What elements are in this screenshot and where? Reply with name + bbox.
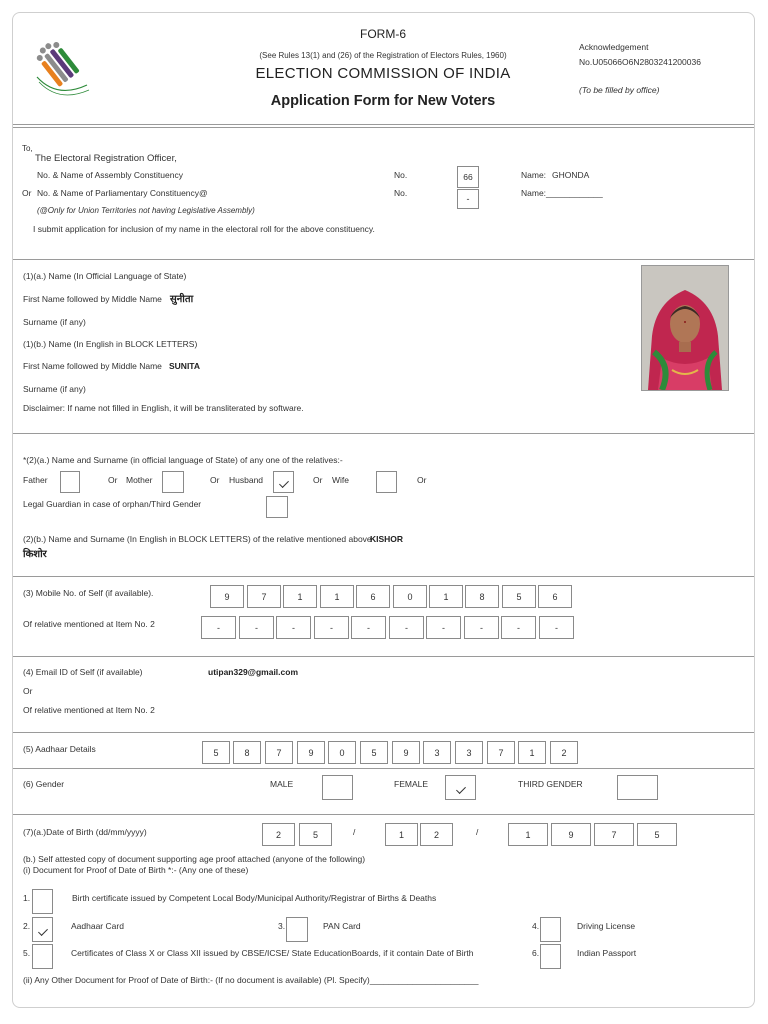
third-gender-checkbox[interactable] bbox=[617, 775, 658, 800]
doc-6-number: 6. bbox=[532, 948, 540, 958]
aadhaar-digit-11[interactable]: 1 bbox=[518, 741, 546, 764]
age-proof-sub-label: (i) Document for Proof of Date of Birth *:- (Any one of these) bbox=[23, 865, 249, 875]
mobile-relative-digit-9[interactable]: - bbox=[501, 616, 536, 639]
checkmark-icon bbox=[456, 784, 466, 794]
first-name-english-value: SUNITA bbox=[169, 361, 201, 371]
officer-label: The Electoral Registration Officer, bbox=[35, 153, 177, 164]
assembly-no-label: No. bbox=[394, 170, 408, 180]
parliament-no-label: No. bbox=[394, 188, 408, 198]
dob-digit-2[interactable]: 5 bbox=[299, 823, 332, 846]
relative-name-label: *(2)(a.) Name and Surname (in official language of State) of any one of the relatives:- bbox=[23, 455, 343, 465]
aadhaar-digit-6[interactable]: 5 bbox=[360, 741, 388, 764]
husband-checkbox[interactable] bbox=[273, 471, 294, 493]
guardian-label: Legal Guardian in case of orphan/Third Gender bbox=[23, 499, 202, 509]
mobile-self-digit-3[interactable]: 1 bbox=[283, 585, 317, 608]
parliament-name-line[interactable]: Name:____________ bbox=[521, 188, 603, 198]
mobile-self-digit-4[interactable]: 1 bbox=[320, 585, 354, 608]
mobile-self-digit-10[interactable]: 6 bbox=[538, 585, 572, 608]
email-relative-label: Of relative mentioned at Item No. 2 bbox=[23, 705, 155, 715]
surname-english-label: Surname (if any) bbox=[23, 384, 86, 394]
form-title: Application Form for New Voters bbox=[270, 93, 496, 109]
first-name-label: First Name followed by Middle Name bbox=[23, 294, 162, 304]
applicant-photo bbox=[641, 265, 729, 391]
mobile-relative-digit-4[interactable]: - bbox=[314, 616, 349, 639]
doc-5-label: Certificates of Class X or Class XII issued by CBSE/ICSE/ State EducationBoards, if it contain Date of Birth bbox=[71, 948, 474, 958]
assembly-number-field[interactable]: 66 bbox=[457, 166, 479, 188]
aadhaar-digit-12[interactable]: 2 bbox=[550, 741, 578, 764]
aadhaar-digit-4[interactable]: 9 bbox=[297, 741, 325, 764]
or-label-1: Or bbox=[108, 475, 118, 485]
commission-name: ELECTION COMMISSION OF INDIA bbox=[255, 65, 511, 82]
relative-english-value: KISHOR bbox=[370, 534, 404, 544]
aadhaar-digit-3[interactable]: 7 bbox=[265, 741, 293, 764]
male-checkbox[interactable] bbox=[322, 775, 353, 800]
aadhaar-digit-7[interactable]: 9 bbox=[392, 741, 420, 764]
male-label: MALE bbox=[270, 779, 294, 789]
dob-digit-4[interactable]: 2 bbox=[420, 823, 453, 846]
mobile-relative-digit-7[interactable]: - bbox=[426, 616, 461, 639]
mobile-relative-label: Of relative mentioned at Item No. 2 bbox=[23, 619, 155, 629]
doc-3-label: PAN Card bbox=[323, 921, 361, 931]
female-label: FEMALE bbox=[394, 779, 429, 789]
doc-6-label: Indian Passport bbox=[577, 948, 637, 958]
doc-1-label: Birth certificate issued by Competent Local Body/Municipal Authority/Registrar of Births & Deaths bbox=[72, 893, 437, 903]
aadhaar-label: (5) Aadhaar Details bbox=[23, 744, 96, 754]
to-label: To, bbox=[22, 144, 33, 153]
email-self-label: (4) Email ID of Self (if available) bbox=[23, 667, 143, 677]
doc-1-checkbox[interactable] bbox=[32, 889, 53, 914]
email-or-label: Or bbox=[23, 686, 33, 696]
mobile-relative-digit-5[interactable]: - bbox=[351, 616, 386, 639]
mobile-relative-digit-1[interactable]: - bbox=[201, 616, 236, 639]
or-label-4: Or bbox=[417, 475, 427, 485]
mobile-relative-digit-8[interactable]: - bbox=[464, 616, 499, 639]
aadhaar-digit-2[interactable]: 8 bbox=[233, 741, 261, 764]
office-note: (To be filled by office) bbox=[579, 85, 660, 95]
father-label: Father bbox=[23, 475, 48, 485]
checkmark-icon bbox=[38, 926, 48, 936]
aadhaar-digit-1[interactable]: 5 bbox=[202, 741, 230, 764]
age-proof-label: (b.) Self attested copy of document supporting age proof attached (anyone of the following) bbox=[23, 854, 366, 864]
doc-4-number: 4. bbox=[532, 921, 540, 931]
doc-4-checkbox[interactable] bbox=[540, 917, 561, 942]
wife-label: Wife bbox=[332, 475, 349, 485]
form-number: FORM-6 bbox=[360, 27, 406, 41]
mobile-relative-digit-3[interactable]: - bbox=[276, 616, 311, 639]
aadhaar-digit-9[interactable]: 3 bbox=[455, 741, 483, 764]
doc-5-checkbox[interactable] bbox=[32, 944, 53, 969]
doc-6-checkbox[interactable] bbox=[540, 944, 561, 969]
dob-label: (7)(a.)Date of Birth (dd/mm/yyyy) bbox=[23, 827, 147, 837]
dob-separator-2: / bbox=[476, 827, 479, 837]
eci-logo bbox=[27, 33, 99, 105]
mobile-self-digit-9[interactable]: 5 bbox=[502, 585, 536, 608]
dob-digit-6[interactable]: 9 bbox=[551, 823, 591, 846]
dob-digit-3[interactable]: 1 bbox=[385, 823, 418, 846]
doc-5-number: 5. bbox=[23, 948, 31, 958]
mobile-self-digit-1[interactable]: 9 bbox=[210, 585, 244, 608]
aadhaar-digit-8[interactable]: 3 bbox=[423, 741, 451, 764]
doc-1-number: 1. bbox=[23, 893, 31, 903]
dob-digit-1[interactable]: 2 bbox=[262, 823, 295, 846]
doc-2-number: 2. bbox=[23, 921, 31, 931]
official-name-label: (1)(a.) Name (In Official Language of State) bbox=[23, 271, 187, 281]
parliament-number-field[interactable]: - bbox=[457, 189, 479, 209]
relative-official-value: किशोर bbox=[23, 549, 47, 560]
guardian-checkbox[interactable] bbox=[266, 496, 288, 518]
mother-checkbox[interactable] bbox=[162, 471, 184, 493]
third-gender-label: THIRD GENDER bbox=[518, 779, 583, 789]
gender-label: (6) Gender bbox=[23, 779, 65, 789]
mobile-relative-digit-10[interactable]: - bbox=[539, 616, 574, 639]
doc-3-checkbox[interactable] bbox=[286, 917, 308, 942]
mobile-relative-digit-6[interactable]: - bbox=[389, 616, 424, 639]
mobile-relative-digit-2[interactable]: - bbox=[239, 616, 274, 639]
first-name-english-label: First Name followed by Middle Name bbox=[23, 361, 162, 371]
mother-label: Mother bbox=[126, 475, 153, 485]
father-checkbox[interactable] bbox=[60, 471, 80, 493]
wife-checkbox[interactable] bbox=[376, 471, 397, 493]
or-label-3: Or bbox=[313, 475, 323, 485]
husband-label: Husband bbox=[229, 475, 264, 485]
email-self-value: utipan329@gmail.com bbox=[208, 667, 299, 677]
assembly-name-label: Name: bbox=[521, 170, 547, 180]
assembly-label: No. & Name of Assembly Constituency bbox=[37, 170, 183, 180]
mobile-self-digit-6[interactable]: 0 bbox=[393, 585, 427, 608]
aadhaar-digit-5[interactable]: 0 bbox=[328, 741, 356, 764]
first-name-official-value: सुनीता bbox=[170, 294, 194, 305]
checkmark-icon bbox=[279, 478, 289, 488]
rules-reference: (See Rules 13(1) and (26) of the Registration of Electors Rules, 1960) bbox=[259, 51, 507, 60]
english-name-label: (1)(b.) Name (In English in BLOCK LETTERS) bbox=[23, 339, 198, 349]
doc-2-label: Aadhaar Card bbox=[71, 921, 124, 931]
surname-label: Surname (if any) bbox=[23, 317, 86, 327]
acknowledgement-label: Acknowledgement bbox=[579, 42, 649, 52]
aadhaar-digit-10[interactable]: 7 bbox=[487, 741, 515, 764]
submit-statement: I submit application for inclusion of my name in the electoral roll for the above constituency. bbox=[33, 224, 375, 234]
assembly-name-value: GHONDA bbox=[552, 170, 590, 180]
dob-digit-5[interactable]: 1 bbox=[508, 823, 548, 846]
mobile-self-digit-7[interactable]: 1 bbox=[429, 585, 463, 608]
dob-separator-1: / bbox=[353, 827, 356, 837]
dob-digit-7[interactable]: 7 bbox=[594, 823, 634, 846]
or-label-2: Or bbox=[210, 475, 220, 485]
mobile-self-label: (3) Mobile No. of Self (if available). bbox=[23, 588, 154, 598]
parliament-label: No. & Name of Parliamentary Constituency@ bbox=[37, 188, 208, 198]
mobile-self-digit-2[interactable]: 7 bbox=[247, 585, 281, 608]
dob-digit-8[interactable]: 5 bbox=[637, 823, 677, 846]
other-document-label[interactable]: (ii) Any Other Document for Proof of Date of Birth:- (If no document is available) (Pl. Specify)_______________________ bbox=[23, 975, 479, 985]
doc-3-number: 3. bbox=[278, 921, 286, 931]
form-page bbox=[12, 12, 755, 1008]
female-checkbox[interactable] bbox=[445, 775, 476, 800]
disclaimer-text: Disclaimer: If name not filled in English, it will be transliterated by software. bbox=[23, 403, 304, 413]
mobile-self-digit-8[interactable]: 8 bbox=[465, 585, 499, 608]
relative-english-label: (2)(b.) Name and Surname (In English in BLOCK LETTERS) of the relative mentioned above bbox=[23, 534, 372, 544]
mobile-self-digit-5[interactable]: 6 bbox=[356, 585, 390, 608]
ut-note: (@Only for Union Territories not having Legislative Assembly) bbox=[37, 206, 255, 215]
acknowledgement-number: No.U05066O6N2803241200036 bbox=[579, 57, 701, 67]
doc-4-label: Driving License bbox=[577, 921, 636, 931]
doc-2-checkbox[interactable] bbox=[32, 917, 53, 942]
or-label: Or bbox=[22, 188, 32, 198]
